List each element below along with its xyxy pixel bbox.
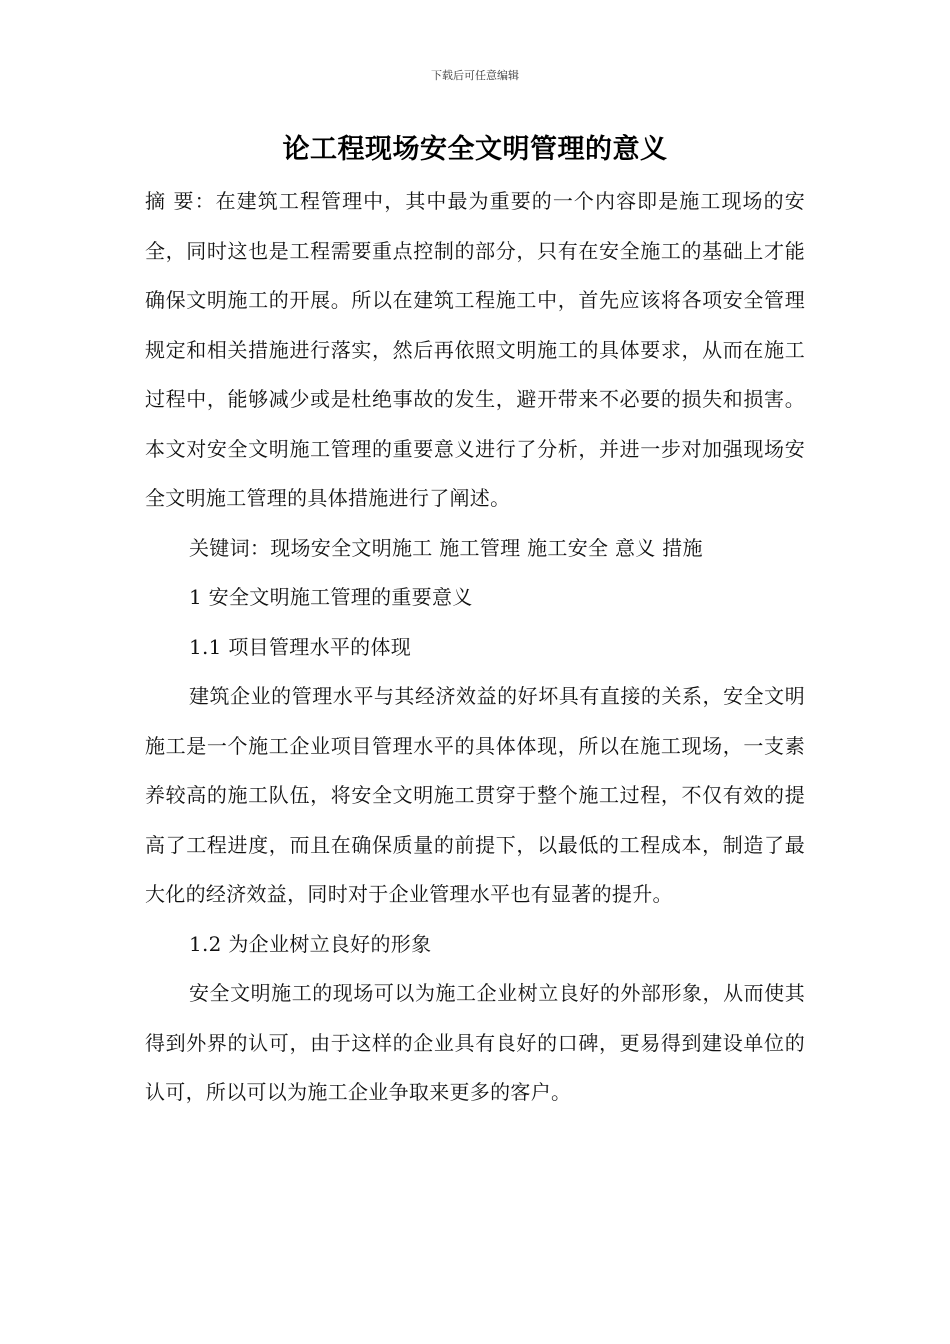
section-1-2-paragraph: 安全文明施工的现场可以为施工企业树立良好的外部形象，从而使其得到外界的认可，由于这样的企业具有良好的口碑，更易得到建设单位的认可，所以可以为施工企业争取来更多的客户。 — [145, 981, 805, 1104]
section-1-heading: 1 安全文明施工管理的重要意义 — [189, 585, 473, 609]
document-title: 论工程现场安全文明管理的意义 — [282, 134, 668, 165]
abstract-paragraph: 摘 要：在建筑工程管理中，其中最为重要的一个内容即是施工现场的安全，同时这也是工程需要重点控制的部分，只有在安全施工的基础上才能确保文明施工的开展。所以在建筑工程施工中，首先应该将各项安全管理规定和相关措施进行落实，然后再依照文明施工的具体要求，从而在施工过程中，能够减少或是杜绝事故的发生，避开带来不必要的损失和损害。本文对安全文明施工管理的重要意义进行了分析，并进一步对加强现场安全文明施工管理的具体措施进行了阐述。 — [145, 189, 805, 510]
section-1-2-heading: 1.2 为企业树立良好的形象 — [189, 931, 432, 956]
page-header: 下载后可任意编辑 — [431, 69, 519, 82]
keywords-line: 关键词：现场安全文明施工 施工管理 施工安全 意义 措施 — [189, 535, 703, 560]
section-1-1-paragraph: 建筑企业的管理水平与其经济效益的好坏具有直接的关系，安全文明施工是一个施工企业项目管理水平的具体体现，所以在施工现场，一支素养较高的施工队伍，将安全文明施工贯穿于整个施工过程，不仅有效的提高了工程进度，而且在确保质量的前提下，以最低的工程成本，制造了最大化的经济效益，同时对于企业管理水平也有显著的提升。 — [145, 684, 805, 906]
section-1-1-heading: 1.1 项目管理水平的体现 — [189, 634, 412, 659]
document-body — [145, 177, 805, 1118]
